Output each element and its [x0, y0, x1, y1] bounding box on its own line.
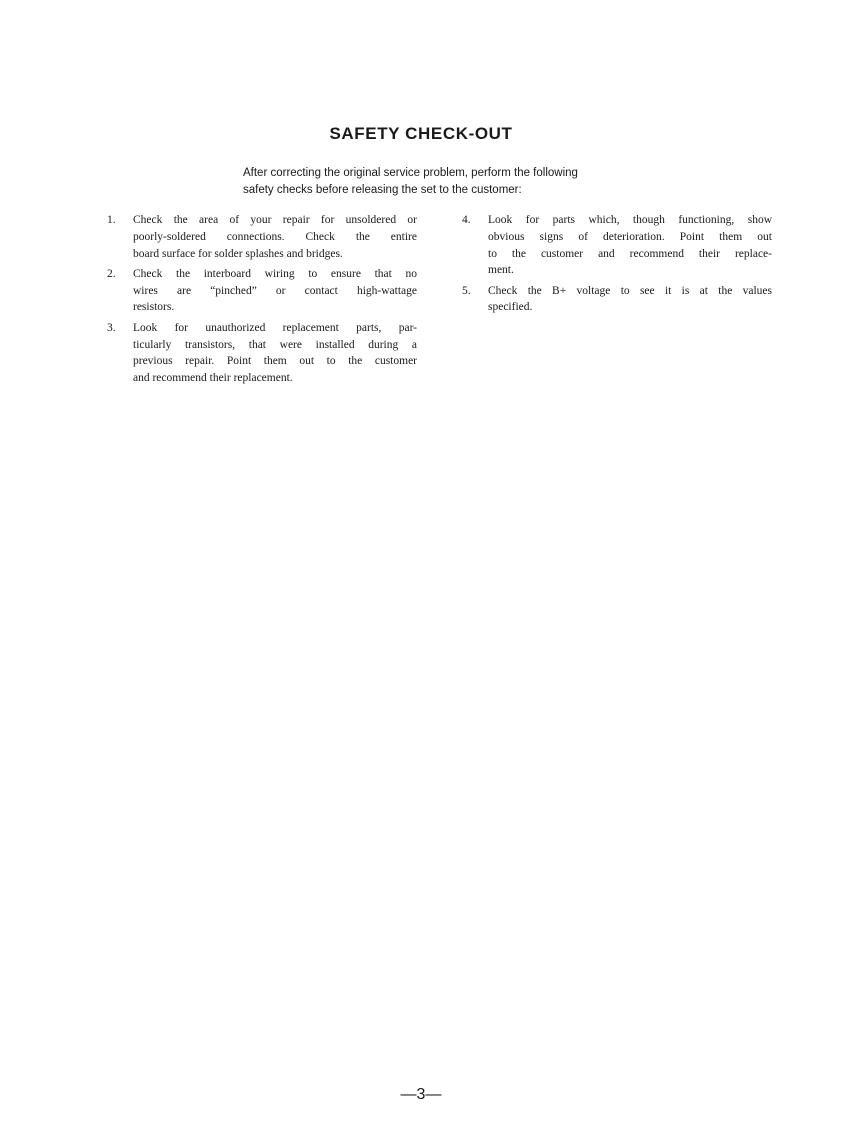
item-line: resistors. — [133, 301, 175, 314]
item-number: 3. — [107, 321, 116, 334]
item-line: ticularly transistors, that were installed during a — [133, 338, 417, 351]
item-line: Check the B+ voltage to see it is at the values — [488, 284, 772, 297]
item-number: 2. — [107, 267, 116, 280]
intro-line: After correcting the original service problem, perform the following — [243, 167, 578, 179]
page-title: SAFETY CHECK-OUT — [329, 124, 513, 143]
checklist-item-1 — [107, 212, 417, 262]
checklist-left-column — [107, 212, 417, 390]
item-line: poorly-soldered connections. Check the entire — [133, 230, 417, 243]
item-line: obvious signs of deterioration. Point them out — [488, 230, 772, 243]
item-line: and recommend their replacement. — [133, 372, 293, 385]
item-line: to the customer and recommend their replace- — [488, 247, 772, 260]
item-number: 1. — [107, 214, 116, 226]
item-line: wires are “pinched” or contact high-wattage — [133, 284, 417, 297]
item-line: Look for unauthorized replacement parts, par- — [133, 321, 417, 334]
item-line: Check the interboard wiring to ensure that no — [133, 267, 417, 280]
checklist-item-5 — [462, 283, 772, 317]
page-number: —3— — [400, 1086, 442, 1103]
item-text — [133, 320, 417, 387]
intro-line: safety checks before releasing the set to the customer: — [243, 184, 522, 196]
item-number: 5. — [462, 284, 471, 297]
item-text — [488, 283, 772, 317]
item-number: 4. — [462, 214, 471, 226]
item-line: Look for parts which, though functioning, show — [488, 214, 772, 226]
item-line: previous repair. Point them out to the customer — [133, 355, 417, 368]
checklist-item-2 — [107, 266, 417, 316]
item-text — [488, 212, 772, 279]
item-line: specified. — [488, 301, 533, 314]
item-line: ment. — [488, 264, 514, 277]
checklist-right-column — [462, 212, 772, 320]
checklist-item-4 — [462, 212, 772, 279]
item-line: Check the area of your repair for unsoldered or — [133, 214, 417, 226]
checklist-item-3 — [107, 320, 417, 387]
item-text — [133, 266, 417, 316]
intro-paragraph — [243, 165, 673, 199]
item-text — [133, 212, 417, 262]
item-line: board surface for solder splashes and bridges. — [133, 247, 343, 260]
